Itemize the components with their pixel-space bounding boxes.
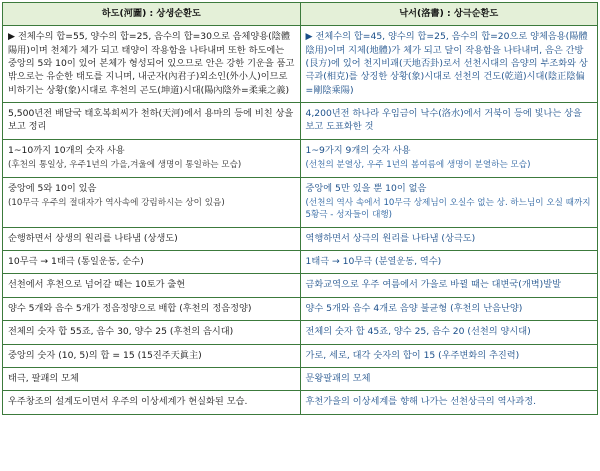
table-row: [3, 367, 598, 390]
table-row: [3, 227, 598, 250]
nakseo-cell-overview: ▶ 전체수의 합=45, 양수의 합=25, 음수의 합=20으로 양체음용(陽體陰用)이며 지체(地體)가 체가 되고 달이 작용함을 나타내며, 음은 간방(艮方)에 있어 천지비괘(天地否卦)로서 선천시대의 음양의 부조화와 상극과(相克)를 상징한 상황(象)시대로 선천의 건도(乾道)시대(陰正陰偏=剛陰乘陽): [300, 26, 598, 103]
hado-cell-center: [3, 177, 301, 227]
nakseo-cell-numbers: [300, 139, 598, 177]
hado-cell-transition: 선천에서 후천으로 넘어갈 때는 10토가 출현: [3, 274, 301, 297]
comparison-table-wrapper: [2, 2, 598, 415]
table-row: [3, 321, 598, 344]
nakseo-center-note: (선천의 역사 속에서 10무극 상제님이 오실수 없는 상. 하느님이 오실 때까지 5황극 - 성자들이 대행): [305, 197, 591, 221]
hado-cell-numbers: [3, 139, 301, 177]
hado-cell-trigram: 태극, 팔괘의 모체: [3, 367, 301, 390]
table-row: [3, 297, 598, 320]
table-body: [3, 26, 598, 414]
nakseo-cell-trigram: 문왕팔괘의 모체: [300, 367, 598, 390]
table-header: [3, 3, 598, 26]
hado-cell-fifteen: 중앙의 숫자 (10, 5)의 합 = 15 (15진주天眞主): [3, 344, 301, 367]
table-row: [3, 251, 598, 274]
hado-nakseo-comparison-table: [2, 2, 598, 415]
nakseo-cell-summary: 후천가을의 이상세계를 향해 나가는 선천상극의 역사과정.: [300, 391, 598, 414]
nakseo-center-main: 중앙에 5만 있을 뿐 10이 없음: [305, 182, 427, 194]
hado-center-note: (10무극 우주의 절대자가 역사속에 강림하시는 상이 있음): [8, 197, 225, 208]
nakseo-cell-direction: 1태극 → 10무극 (분열운동, 역수): [300, 251, 598, 274]
hado-cell-overview: ▶ 전체수의 합=55, 양수의 합=25, 음수의 합=30으로 음체양용(陰體陽用)이며 천체가 체가 되고 태양이 작용함을 나타내며 또한 하도에는 중앙의 5와 10이 있어 본체가 형성되어 있으므로 안은 강한 기운을 품고 밖으로는 유순한 태도를 지니며, 내군자(內君子)외소인(外小人)이므로 비하기는 상황(象)시대로 후천의 곤도(坤道)시대(陽內陰外=柔乘之義): [3, 26, 301, 103]
nakseo-cell-origin: 4,200년전 하나라 우임금이 낙수(洛水)에서 거북이 등에 빛나는 상을 보고 도표화한 것: [300, 103, 598, 140]
nakseo-numbers-note: (선천의 분열상, 우주 1년의 봄여름에 생명이 분열하는 모습): [305, 160, 531, 171]
header-row: [3, 3, 598, 26]
nakseo-cell-principle: 역행하면서 상극의 원리를 나타냄 (상극도): [300, 227, 598, 250]
header-hado: 하도(河圖) : 상생순환도: [3, 3, 301, 26]
table-row: [3, 177, 598, 227]
nakseo-numbers-main: 1~9가지 9개의 숫자 사용: [305, 144, 411, 156]
table-row: [3, 26, 598, 103]
nakseo-cell-balance: 양수 5개와 음수 4개로 음양 불균형 (후천의 난음난양): [300, 297, 598, 320]
table-row: [3, 344, 598, 367]
hado-numbers-note: (후천의 통일상, 우주1년의 가을,겨울에 생명이 통일하는 모습): [8, 160, 242, 171]
table-row: [3, 103, 598, 140]
nakseo-cell-fifteen: 가로, 세로, 대각 숫자의 합이 15 (우주변화의 추진력): [300, 344, 598, 367]
nakseo-cell-transition: 금화교역으로 우주 여름에서 가을로 바뀔 때는 대변국(개벽)발발: [300, 274, 598, 297]
hado-cell-principle: 순행하면서 상생의 원리를 나타냄 (상생도): [3, 227, 301, 250]
hado-center-main: 중앙에 5와 10이 있음: [8, 182, 97, 194]
header-nakseo: 낙서(洛書) : 상극순환도: [300, 3, 598, 26]
nakseo-cell-center: [300, 177, 598, 227]
table-row: [3, 274, 598, 297]
nakseo-cell-sum: 전체의 숫자 합 45죠, 양수 25, 음수 20 (선천의 양시대): [300, 321, 598, 344]
hado-cell-direction: 10무극 → 1태극 (통일운동, 순수): [3, 251, 301, 274]
hado-cell-origin: 5,500년전 배달국 태호복희씨가 천하(天河)에서 용마의 등에 비친 상을 보고 정리: [3, 103, 301, 140]
hado-cell-sum: 전체의 숫자 합 55죠, 음수 30, 양수 25 (후천의 음시대): [3, 321, 301, 344]
table-row: [3, 139, 598, 177]
hado-numbers-main: 1~10까지 10개의 숫자 사용: [8, 144, 125, 156]
table-row: [3, 391, 598, 414]
hado-cell-summary: 우주창조의 설계도이면서 우주의 이상세계가 현실화된 모습.: [3, 391, 301, 414]
hado-cell-balance: 양수 5개와 음수 5개가 정음정양으로 배합 (후천의 정음정양): [3, 297, 301, 320]
